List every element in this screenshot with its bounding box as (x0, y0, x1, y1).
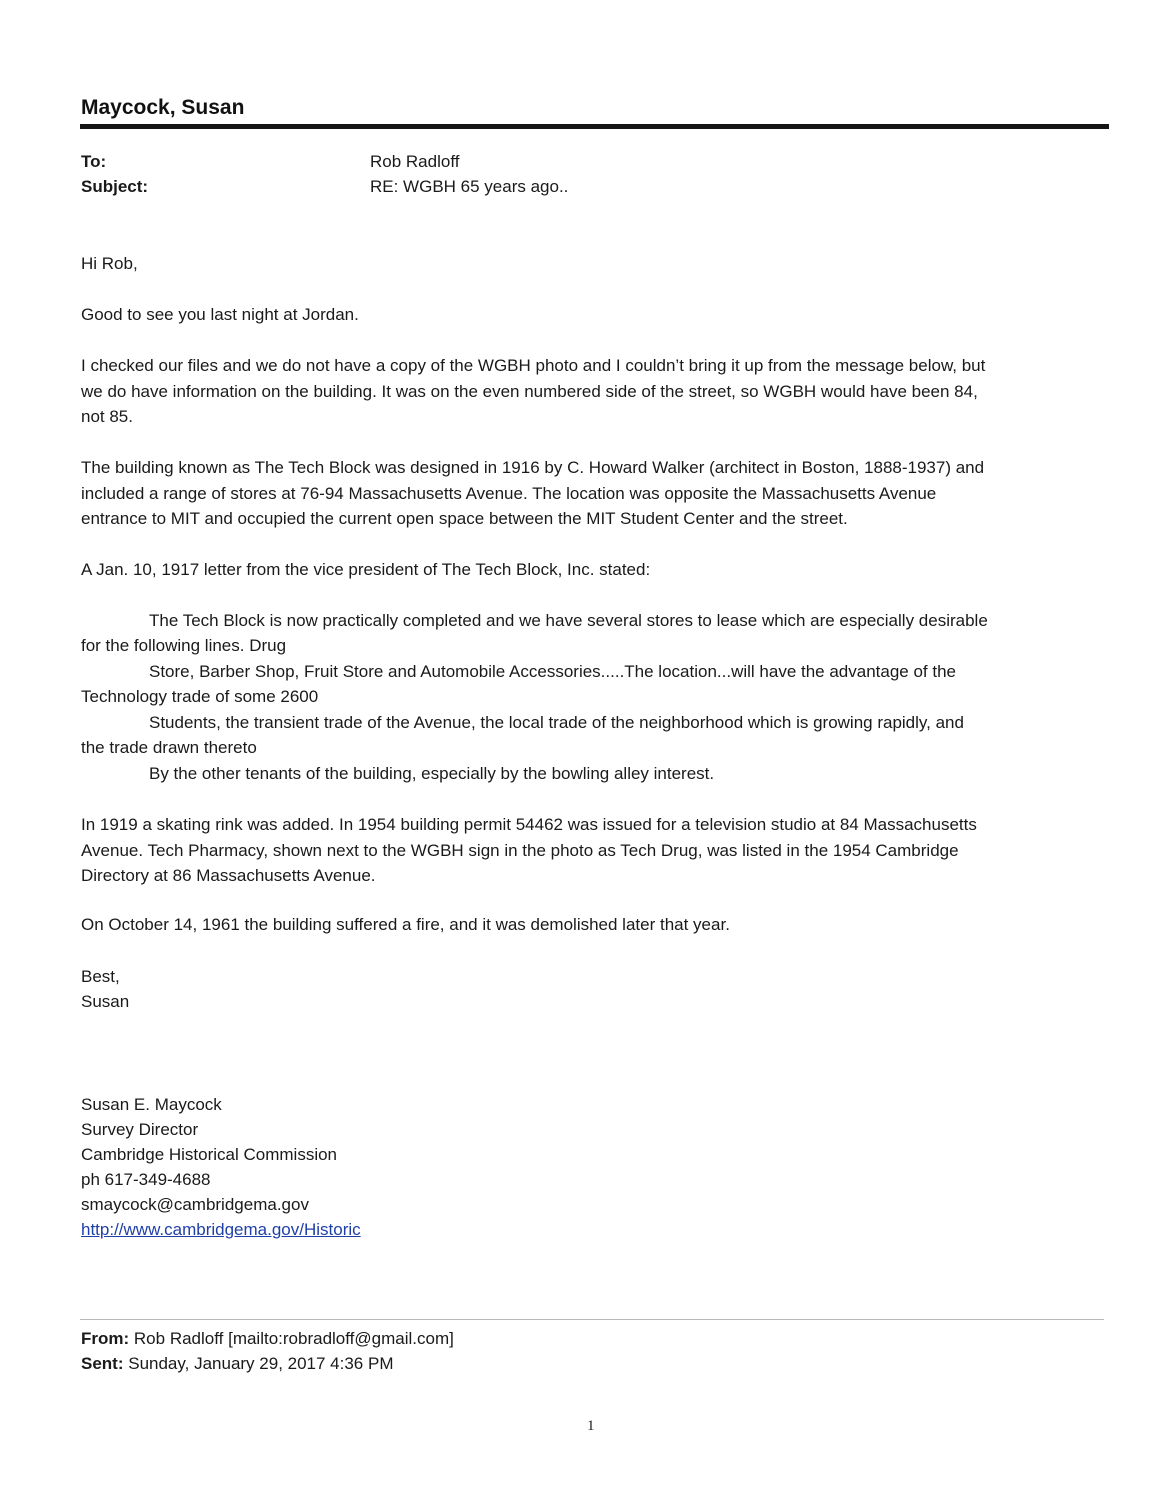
paragraph-jordan: Good to see you last night at Jordan. (81, 305, 359, 324)
paragraph-fire: On October 14, 1961 the building suffered a fire, and it was demolished later that year. (81, 915, 730, 934)
quote-line: the trade drawn thereto (81, 738, 257, 757)
paragraph-line: we do have information on the building. It was on the even numbered side of the street, so WGBH would have been 84, (81, 381, 978, 401)
quote-line: for the following lines. Drug (81, 636, 287, 655)
subject-label: Subject: (81, 177, 149, 196)
quoted-from (81, 1329, 454, 1349)
header-divider (80, 124, 1109, 129)
signature-phone: ph 617-349-4688 (81, 1170, 211, 1189)
paragraph-line: I checked our files and we do not have a copy of the WGBH photo and I couldn’t bring it up from the message below, but (81, 356, 986, 375)
page-number: 1 (587, 1418, 595, 1434)
signature-email: smaycock@cambridgema.gov (81, 1195, 309, 1214)
quote-line: Store, Barber Shop, Fruit Store and Automobile Accessories.....The location...will have the advantage of the (149, 662, 957, 681)
paragraph-line: included a range of stores at 76-94 Massachusetts Avenue. The location was opposite the Massachusetts Avenue (81, 483, 937, 503)
quote-line: By the other tenants of the building, especially by the bowling alley interest. (149, 764, 715, 783)
to-label: To: (81, 152, 107, 171)
paragraph-skating-rink (81, 812, 1111, 889)
quoted-from-label: From: (81, 1329, 130, 1348)
quote-line: The Tech Block is now practically completed and we have several stores to lease which are especially desirable (149, 611, 988, 630)
quoted-divider (80, 1319, 1104, 1320)
to-value: Rob Radloff (370, 152, 460, 171)
signature-org: Cambridge Historical Commission (81, 1145, 338, 1164)
greeting: Hi Rob, (81, 254, 138, 273)
quoted-sent-label: Sent: (81, 1354, 124, 1373)
paragraph-line: not 85. (81, 407, 133, 426)
quoted-sent (81, 1354, 394, 1374)
paragraph-line: Directory at 86 Massachusetts Avenue. (81, 866, 376, 885)
paragraph-tech-block (81, 455, 1111, 532)
quote-line: Technology trade of some 2600 (81, 687, 319, 706)
signature-name: Susan E. Maycock (81, 1095, 222, 1114)
quote-line: Students, the transient trade of the Avenue, the local trade of the neighborhood which is growing rapidly, and (149, 713, 964, 732)
signature-url-link[interactable]: http://www.cambridgema.gov/Historic (81, 1220, 361, 1239)
paragraph-line: entrance to MIT and occupied the current open space between the MIT Student Center and the street. (81, 509, 848, 528)
closing-name: Susan (81, 992, 130, 1011)
closing-best: Best, (81, 967, 120, 986)
paragraph-files (81, 353, 1111, 430)
paragraph-letter-intro: A Jan. 10, 1917 letter from the vice president of The Tech Block, Inc. stated: (81, 560, 651, 579)
sender-name: Maycock, Susan (81, 96, 245, 119)
signature-title: Survey Director (81, 1120, 199, 1139)
subject-value: RE: WGBH 65 years ago.. (370, 177, 569, 196)
paragraph-line: The building known as The Tech Block was designed in 1916 by C. Howard Walker (architect in Boston, 1888-1937) and (81, 458, 985, 477)
paragraph-line: Avenue. Tech Pharmacy, shown next to the WGBH sign in the photo as Tech Drug, was listed in the 1954 Cambridge (81, 840, 959, 860)
quoted-sent-value: Sunday, January 29, 2017 4:36 PM (128, 1354, 394, 1373)
quoted-from-value: Rob Radloff [mailto:robradloff@gmail.com] (133, 1329, 454, 1348)
paragraph-line: In 1919 a skating rink was added. In 1954 building permit 54462 was issued for a television studio at 84 Massachusetts (81, 815, 977, 834)
